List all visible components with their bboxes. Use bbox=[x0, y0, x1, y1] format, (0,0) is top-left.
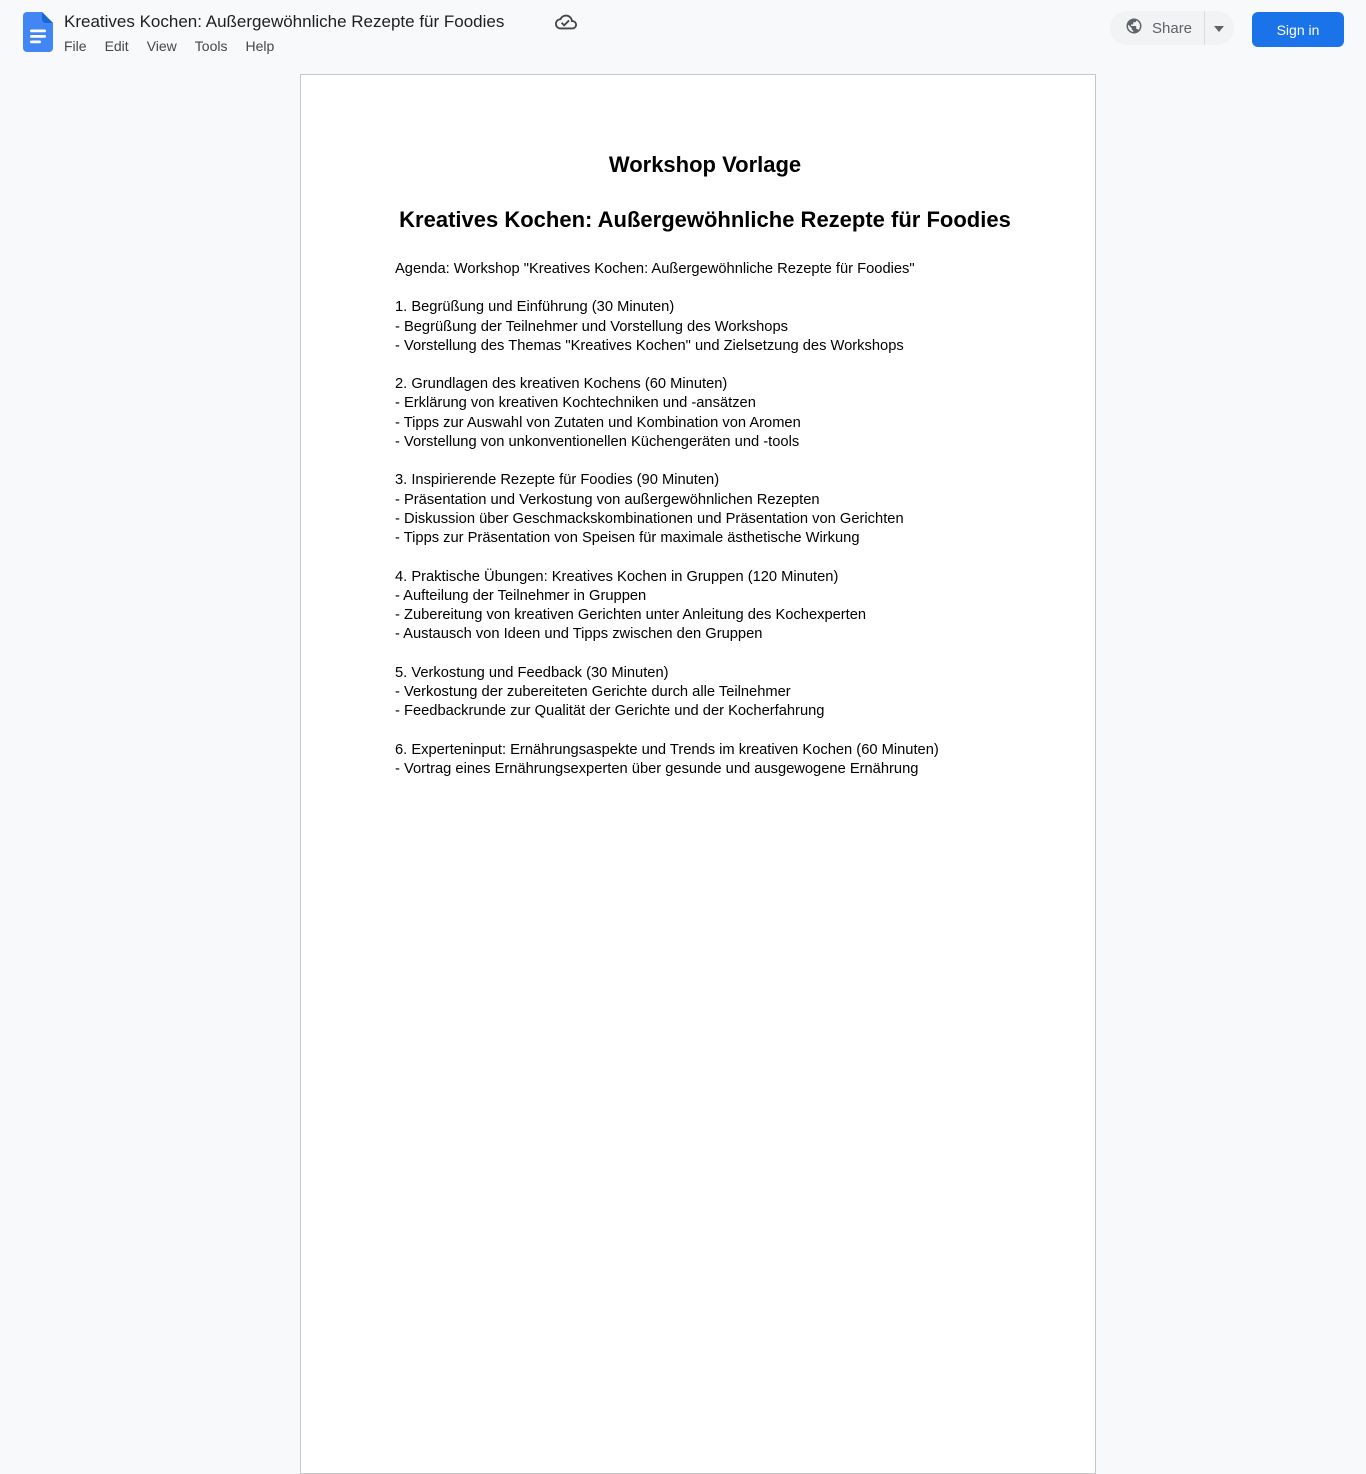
doc-line: 2. Grundlagen des kreativen Kochens (60 Minuten) bbox=[395, 376, 728, 393]
doc-line: Agenda: Workshop "Kreatives Kochen: Außergewöhnliche Rezepte für Foodies" bbox=[395, 261, 915, 277]
paragraph bbox=[395, 471, 1015, 548]
doc-line: - Begrüßung der Teilnehmer und Vorstellung des Workshops bbox=[395, 318, 788, 335]
doc-line: - Vorstellung von unkonventionellen Küchengeräten und -tools bbox=[395, 434, 800, 451]
document-title[interactable]: Kreatives Kochen: Außergewöhnliche Rezepte für Foodies bbox=[64, 12, 505, 31]
google-docs-logo-icon[interactable] bbox=[23, 12, 53, 52]
share-dropdown-button[interactable] bbox=[1205, 11, 1234, 45]
paragraph bbox=[395, 568, 1015, 645]
menu-item-tools[interactable]: Tools bbox=[194, 38, 228, 54]
doc-line: 5. Verkostung und Feedback (30 Minuten) bbox=[395, 664, 669, 681]
doc-line: 6. Experteninput: Ernährungsaspekte und Trends im kreativen Kochen (60 Minuten) bbox=[395, 741, 939, 758]
menu-item-help[interactable]: Help bbox=[245, 38, 275, 54]
doc-line: - Vortrag eines Ernährungsexperten über gesunde und ausgewogene Ernährung bbox=[395, 760, 919, 777]
doc-heading-kreatives-kochen: Kreatives Kochen: Außergewöhnliche Rezepte für Foodies bbox=[399, 207, 1011, 232]
doc-line: - Zubereitung von kreativen Gerichten unter Anleitung des Kochexperten bbox=[395, 607, 867, 624]
doc-line: - Erklärung von kreativen Kochtechniken und -ansätzen bbox=[395, 395, 756, 412]
app-header bbox=[0, 0, 1366, 64]
share-button-group bbox=[1110, 11, 1234, 45]
doc-line: - Austausch von Ideen und Tipps zwischen den Gruppen bbox=[395, 626, 763, 643]
doc-line: 3. Inspirierende Rezepte für Foodies (90 Minuten) bbox=[395, 472, 720, 489]
document-saved-cloud-check-icon[interactable] bbox=[554, 11, 578, 33]
sign-in-button[interactable]: Sign in bbox=[1252, 12, 1344, 47]
doc-line: - Aufteilung der Teilnehmer in Gruppen bbox=[395, 587, 647, 604]
doc-line: 4. Praktische Übungen: Kreatives Kochen in Gruppen (120 Minuten) bbox=[395, 568, 839, 585]
doc-line: - Feedbackrunde zur Qualität der Gerichte und der Kocherfahrung bbox=[395, 703, 825, 720]
menu-item-view[interactable]: View bbox=[146, 38, 177, 54]
doc-line: - Tipps zur Auswahl von Zutaten und Kombination von Aromen bbox=[395, 414, 801, 431]
globe-icon bbox=[1125, 17, 1143, 40]
menu-item-file[interactable]: File bbox=[64, 38, 87, 54]
paragraph bbox=[395, 375, 1015, 452]
doc-line: - Diskussion über Geschmackskombinationen und Präsentation von Gerichten bbox=[395, 510, 904, 527]
doc-line: - Präsentation und Verkostung von außergewöhnlichen Rezepten bbox=[395, 491, 820, 508]
document-page[interactable] bbox=[300, 74, 1096, 1474]
paragraph bbox=[395, 260, 1015, 279]
doc-line: - Verkostung der zubereiteten Gerichte durch alle Teilnehmer bbox=[395, 684, 791, 701]
document-body bbox=[395, 260, 1015, 779]
menu-item-edit[interactable]: Edit bbox=[104, 38, 129, 54]
share-button-label: Share bbox=[1152, 19, 1193, 37]
menu-bar bbox=[63, 37, 275, 56]
paragraph bbox=[395, 298, 1015, 356]
doc-line: - Vorstellung des Themas "Kreatives Kochen" und Zielsetzung des Workshops bbox=[395, 337, 904, 354]
dropdown-arrow-icon bbox=[1214, 19, 1224, 37]
paragraph bbox=[395, 741, 1015, 780]
doc-heading-workshop-vorlage: Workshop Vorlage bbox=[608, 152, 802, 177]
doc-line: 1. Begrüßung und Einführung (30 Minuten) bbox=[395, 299, 675, 316]
doc-line: - Tipps zur Präsentation von Speisen für maximale ästhetische Wirkung bbox=[395, 530, 860, 547]
share-button[interactable] bbox=[1110, 11, 1204, 45]
paragraph bbox=[395, 664, 1015, 722]
